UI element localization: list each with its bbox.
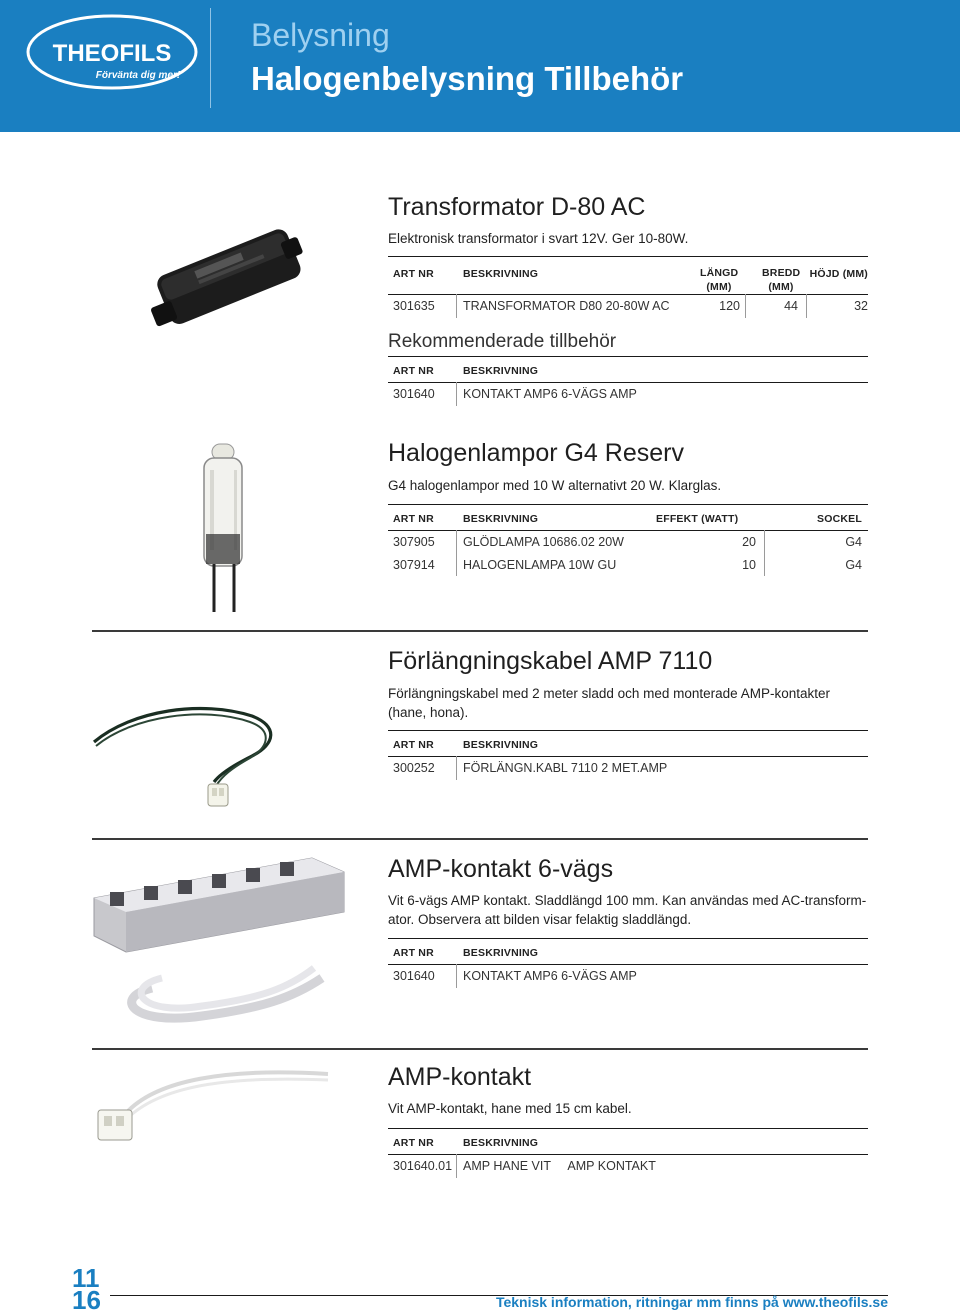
column-separator	[456, 1154, 457, 1178]
col-header-height: HÖJD (MM)	[809, 268, 868, 280]
section-desc-amp6: Vit 6-vägs AMP kontakt. Sladdlängd 100 mm. Kan användas med AC-transform-ator. Observera att bilden visar felaktig sladdlängd.	[388, 893, 867, 927]
col-header-art: ART NR	[393, 739, 434, 751]
section-title-amp6: AMP-kontakt 6-vägs	[388, 855, 614, 883]
cell-socket: G4	[845, 558, 862, 572]
col-header-desc: BESKRIVNING	[463, 513, 539, 525]
cell-art: 307905	[393, 535, 435, 549]
section-divider	[92, 1048, 868, 1050]
table-top-rule	[388, 356, 868, 357]
section-desc-amp: Vit AMP-kontakt, hane med 15 cm kabel.	[388, 1101, 632, 1116]
column-separator	[456, 382, 457, 406]
table-header-rule	[388, 294, 868, 295]
cell-desc: TRANSFORMATOR D80 20-80W AC	[463, 299, 670, 313]
cell-length: 120	[719, 299, 740, 313]
cell-desc: AMP HANE VIT AMP KONTAKT	[463, 1159, 656, 1173]
table-header-rule	[388, 382, 868, 383]
col-header-art: ART NR	[393, 365, 434, 377]
col-header-art: ART NR	[393, 513, 434, 525]
extension-cable-image	[92, 660, 282, 820]
cell-art: 307914	[393, 558, 435, 572]
column-separator	[745, 294, 746, 318]
table-top-rule	[388, 1128, 868, 1129]
cell-art: 301640.01	[393, 1159, 453, 1173]
column-separator	[456, 530, 457, 576]
page-header	[0, 0, 960, 132]
category-title: Belysning	[251, 17, 390, 53]
cell-effect: 10	[742, 558, 756, 572]
table-top-rule	[388, 730, 868, 731]
recommended-title: Rekommenderade tillbehör	[388, 331, 617, 352]
cell-desc: GLÖDLAMPA 10686.02 20W	[463, 535, 624, 549]
col-header-art: ART NR	[393, 947, 434, 959]
cell-art: 301640	[393, 387, 435, 401]
cell-art: 301635	[393, 299, 435, 313]
cell-socket: G4	[845, 535, 862, 549]
section-desc-halogen: G4 halogenlampor med 10 W alternativt 20 W. Klarglas.	[388, 478, 722, 493]
col-header-desc: BESKRIVNING	[463, 947, 539, 959]
table-header-rule	[388, 756, 868, 757]
cell-art: 300252	[393, 761, 435, 775]
column-separator	[456, 294, 457, 318]
table-top-rule	[388, 256, 868, 257]
transformer-image	[138, 212, 312, 338]
table-header-rule	[388, 964, 868, 965]
section-title-extension: Förlängningskabel AMP 7110	[388, 647, 713, 675]
col-header-desc: BESKRIVNING	[463, 1137, 539, 1149]
logo-name: THEOFILS	[52, 40, 172, 67]
col-header-socket: SOCKEL	[817, 513, 862, 525]
cell-width: 44	[784, 299, 798, 313]
column-separator	[806, 294, 807, 318]
col-header-effect: EFFEKT (WATT)	[656, 513, 739, 525]
col-header-length: LÄNGD (MM)	[700, 267, 739, 293]
page-title: Halogenbelysning Tillbehör	[251, 60, 684, 97]
footer-link-text[interactable]: Teknisk information, ritningar mm finns på www.theofils.se	[495, 1294, 888, 1310]
header-divider	[210, 8, 211, 108]
col-header-art: ART NR	[393, 268, 434, 280]
cell-art: 301640	[393, 969, 435, 983]
section-divider	[92, 630, 868, 632]
table-header-rule	[388, 1154, 868, 1155]
cell-height: 32	[854, 299, 868, 313]
col-header-desc: BESKRIVNING	[463, 268, 539, 280]
section-title-halogen: Halogenlampor G4 Reserv	[388, 439, 684, 467]
column-separator	[456, 964, 457, 988]
cell-desc: KONTAKT AMP6 6-VÄGS AMP	[463, 387, 637, 401]
page-number-bottom: 16	[72, 1285, 101, 1314]
col-header-desc: BESKRIVNING	[463, 365, 539, 377]
cell-desc: KONTAKT AMP6 6-VÄGS AMP	[463, 969, 637, 983]
section-desc-transformator: Elektronisk transformator i svart 12V. Ger 10-80W.	[388, 231, 689, 246]
amp-connector-image	[92, 1058, 338, 1148]
col-header-width: BREDD (MM)	[762, 267, 801, 293]
theofils-logo	[26, 12, 198, 96]
section-title-transformator: Transformator D-80 AC	[388, 193, 646, 221]
page-number-top: 11	[72, 1263, 100, 1293]
logo-tagline: Förvänta dig mer!	[95, 70, 181, 81]
table-top-rule	[388, 504, 868, 505]
col-header-desc: BESKRIVNING	[463, 739, 539, 751]
amp6-connector-image	[92, 848, 348, 1026]
column-separator	[764, 530, 765, 576]
cell-effect: 20	[742, 535, 756, 549]
col-header-art: ART NR	[393, 1137, 434, 1149]
section-desc-extension: Förlängningskabel med 2 meter sladd och med monterade AMP-kontakter (hane, hona).	[388, 686, 830, 720]
table-top-rule	[388, 938, 868, 939]
section-divider	[92, 838, 868, 840]
table-header-rule	[388, 530, 868, 531]
cell-desc: FÖRLÄNGN.KABL 7110 2 MET.AMP	[463, 761, 668, 775]
column-separator	[456, 756, 457, 780]
halogen-lamp-image	[190, 440, 262, 616]
section-title-amp: AMP-kontakt	[388, 1063, 532, 1091]
cell-desc: HALOGENLAMPA 10W GU	[463, 558, 617, 572]
